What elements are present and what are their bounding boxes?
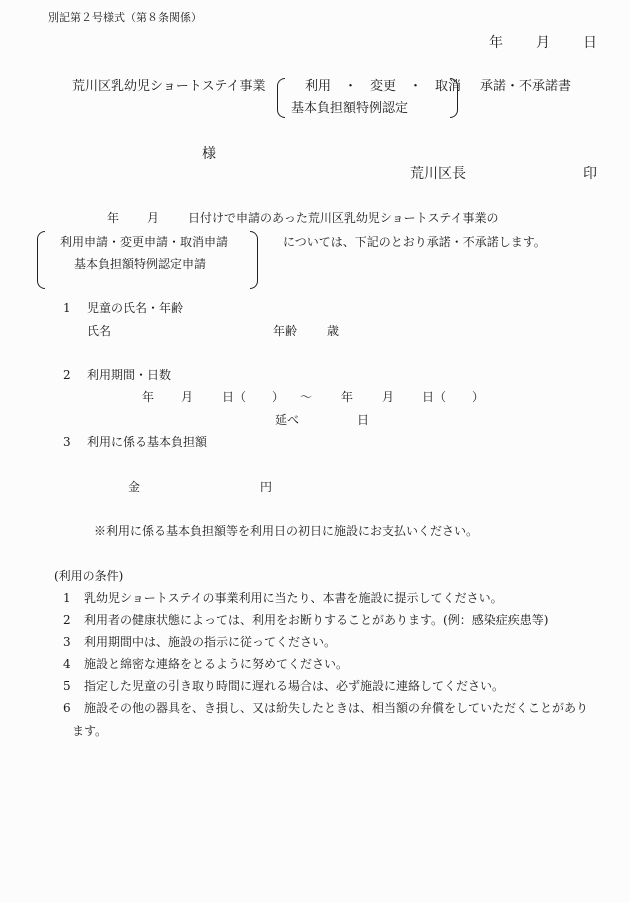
intro-left-bracket <box>37 231 45 289</box>
condition-number: 6 <box>63 701 71 715</box>
child-age-label: 年齢 <box>273 324 298 338</box>
period-to-month: 月 <box>382 390 395 404</box>
payment-note: ※利用に係る基本負担額等を利用日の初日に施設にお支払いください。 <box>94 524 479 538</box>
date-day: 日 <box>583 35 597 51</box>
condition-text: 利用期間中は、施設の指示に従ってください。 <box>84 635 337 649</box>
title-suffix: 承諾・不承諾書 <box>480 79 572 94</box>
amount-prefix: 金 <box>128 480 141 494</box>
section-heading: 利用に係る基本負担額 <box>87 435 208 449</box>
date-year: 年 <box>489 35 503 51</box>
child-age-unit: 歳 <box>327 324 340 338</box>
period-from-day: 日（ <box>222 390 247 404</box>
condition-number: 1 <box>63 591 71 605</box>
intro-month: 月 <box>147 211 160 225</box>
intro-option-line1: 利用申請・変更申請・取消申請 <box>60 235 229 249</box>
period-from-close: ） <box>272 390 285 404</box>
period-to-close: ） <box>472 390 485 404</box>
amount-unit: 円 <box>260 480 273 494</box>
condition-text: 施設と綿密な連絡をとるように努めてください。 <box>84 657 349 671</box>
total-days-unit: 日 <box>357 413 370 427</box>
section-number: 2 <box>63 368 71 382</box>
intro-text: 日付けで申請のあった荒川区乳幼児ショートステイ事業の <box>188 211 499 225</box>
condition-text-continuation: ます。 <box>72 724 108 738</box>
condition-number: 3 <box>63 635 71 649</box>
condition-text: 指定した児童の引き取り時間に遅れる場合は、必ず施設に連絡してください。 <box>84 679 505 693</box>
condition-number: 5 <box>63 679 71 693</box>
section-heading: 児童の氏名・年齢 <box>87 301 184 315</box>
section-heading: 利用期間・日数 <box>87 368 172 382</box>
date-month: 月 <box>536 35 550 51</box>
section-number: 3 <box>63 435 71 449</box>
intro-right-bracket <box>250 231 258 289</box>
title-prefix: 荒川区乳幼児ショートステイ事業 <box>72 79 266 94</box>
intro-year: 年 <box>107 211 120 225</box>
condition-text: 利用者の健康状態によっては、利用をお断りすることがあります。(例：感染症疾患等) <box>84 613 549 627</box>
right-bracket <box>450 78 458 118</box>
period-from-month: 月 <box>181 390 194 404</box>
period-from-year: 年 <box>142 390 155 404</box>
period-to-day: 日（ <box>422 390 447 404</box>
intro-continuation: については、下記のとおり承諾・不承諾します。 <box>283 235 546 249</box>
conditions-heading: (利用の条件) <box>54 569 124 583</box>
form-number: 別記第２号様式（第８条関係） <box>48 11 202 24</box>
recipient-honorific: 様 <box>202 146 216 162</box>
intro-option-line2: 基本負担額特例認定申請 <box>74 257 207 271</box>
issuer-name: 荒川区長 <box>410 166 466 182</box>
condition-text: 乳幼児ショートステイの事業利用に当たり、本書を施設に提示してください。 <box>84 591 503 605</box>
condition-number: 4 <box>63 657 71 671</box>
total-days-label: 延べ <box>275 413 300 427</box>
period-to-year: 年 <box>341 390 354 404</box>
title-option-line2: 基本負担額特例認定 <box>291 101 409 116</box>
condition-number: 2 <box>63 613 71 627</box>
child-name-label: 氏名 <box>87 324 112 338</box>
left-bracket <box>277 78 285 118</box>
period-separator: ～ <box>300 390 313 404</box>
title-option-line1: 利用 ・ 変更 ・ 取消 <box>305 79 462 94</box>
issuer-seal: 印 <box>583 166 597 182</box>
section-number: 1 <box>63 301 71 315</box>
condition-text: 施設その他の器具を、き損し、又は紛失したときは、相当額の弁償をしていただくことがあり <box>84 701 589 715</box>
